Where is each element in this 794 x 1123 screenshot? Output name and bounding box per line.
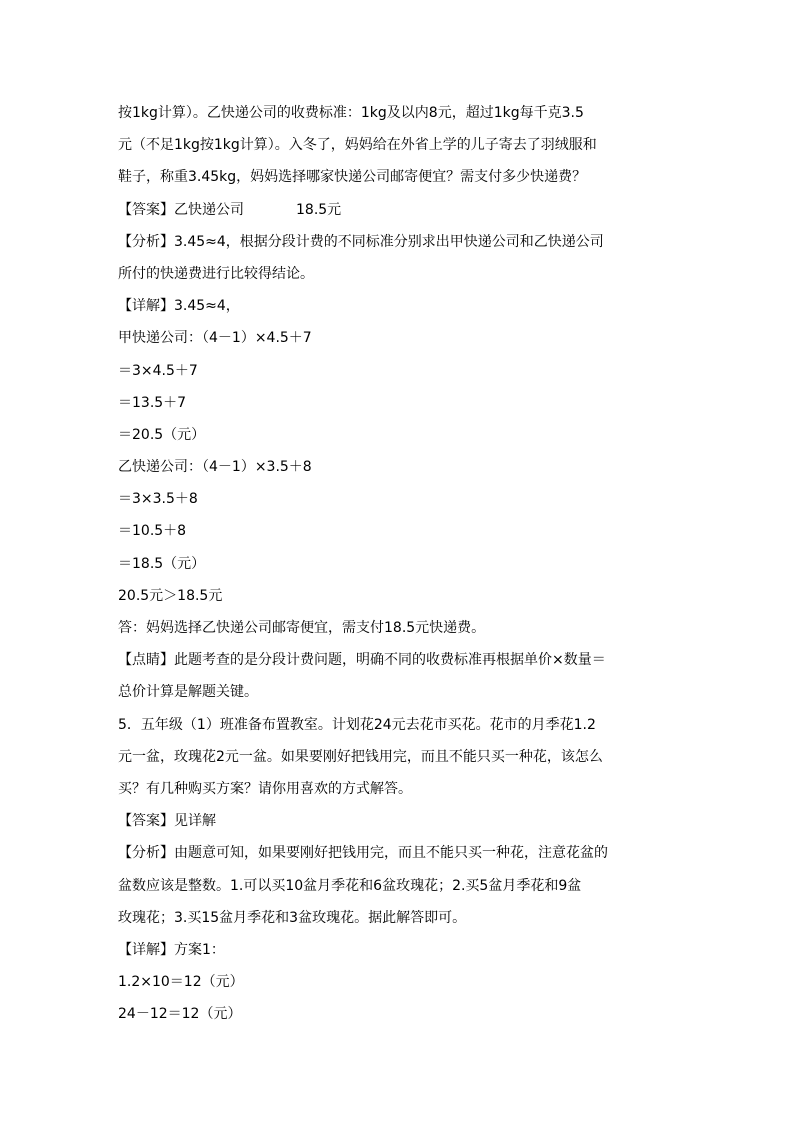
text-line: 乙快递公司：（4－1）×3.5＋8: [118, 459, 312, 476]
answer-line: [118, 194, 698, 226]
text-line: 【答案】见详解: [118, 813, 216, 830]
text-line: 20.5元＞18.5元: [118, 587, 223, 604]
text-line: 玫瑰花；3.买15盆月季花和3盆玫瑰花。据此解答即可。: [118, 909, 467, 926]
text-line: ＝3×4.5＋7: [118, 362, 198, 379]
text-line: 【详解】3.45≈4，: [118, 298, 240, 315]
text-line: 24－12＝12（元）: [118, 1006, 242, 1023]
text-line: 1.2×10＝12（元）: [118, 974, 244, 991]
text-line: 元一盆，玫瑰花2元一盆。如果要刚好把钱用完，而且不能只买一种花，该怎么: [118, 748, 603, 765]
text-line: 元（不足1kg按1kg计算）。入冬了，妈妈给在外省上学的儿子寄去了羽绒服和: [118, 137, 597, 154]
text-line: 【详解】方案1：: [118, 941, 225, 958]
text-line: 【分析】3.45≈4，根据分段计费的不同标准分别求出甲快递公司和乙快递公司: [118, 233, 604, 250]
text-line: 鞋子，称重3.45kg，妈妈选择哪家快递公司邮寄便宜？需支付多少快递费？: [118, 169, 587, 186]
text-line: ＝20.5（元）: [118, 426, 206, 443]
answer-value: 18.5元: [296, 201, 342, 218]
text-line: 【点睛】此题考查的是分段计费问题，明确不同的收费标准再根据单价×数量＝: [118, 652, 606, 669]
text-line: 总价计算是解题关键。: [118, 684, 258, 701]
text-line: 按1kg计算）。乙快递公司的收费标准：1kg及以内8元，超过1kg每千克3.5: [118, 105, 584, 121]
document-body: [118, 97, 698, 1030]
text-line: 盆数应该是整数。1.可以买10盆月季花和6盆玫瑰花；2.买5盆月季花和9盆: [118, 877, 582, 894]
answer-label: 【答案】乙快递公司: [118, 201, 244, 218]
text-line: 买？有几种购买方案？请你用喜欢的方式解答。: [118, 780, 412, 797]
text-line: 所付的快递费进行比较得结论。: [118, 265, 314, 282]
text-line: 甲快递公司：（4－1）×4.5＋7: [118, 330, 312, 347]
text-line: ＝10.5＋8: [118, 523, 187, 540]
text-line: 答：妈妈选择乙快递公司邮寄便宜，需支付18.5元快递费。: [118, 620, 486, 636]
text-line: ＝18.5（元）: [118, 555, 206, 572]
text-line: 【分析】由题意可知，如果要刚好把钱用完，而且不能只买一种花，注意花盆的: [118, 845, 608, 862]
text-line: 5．五年级（1）班准备布置教室。计划花24元去花市买花。花市的月季花1.2: [118, 716, 596, 733]
text-line: ＝3×3.5＋8: [118, 491, 198, 508]
text-line: ＝13.5＋7: [118, 394, 187, 411]
